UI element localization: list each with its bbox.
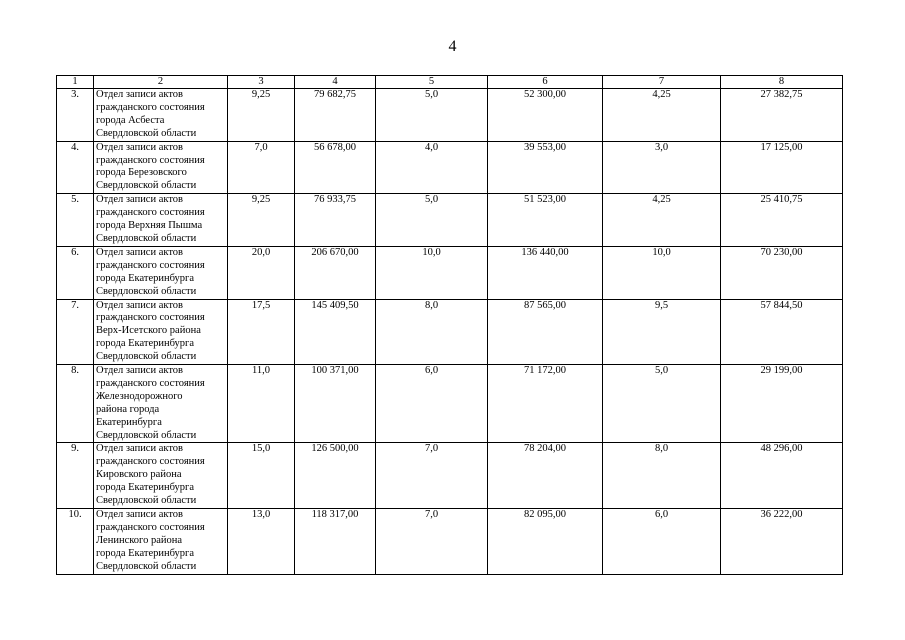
row-number-cell: 7.: [57, 299, 94, 365]
value-cell-col3: 15,0: [228, 443, 295, 509]
value-cell-col6: 52 300,00: [488, 89, 603, 142]
department-name-line: Екатеринбурга: [96, 416, 162, 428]
department-name-line: Отдел записи актов: [96, 141, 183, 153]
column-header: 2: [94, 76, 228, 89]
department-name-line: гражданского состояния: [96, 101, 205, 113]
registry-table: [56, 75, 843, 575]
department-name-line: гражданского состояния: [96, 154, 205, 166]
department-name-cell: [94, 509, 228, 575]
value-cell-col4: 56 678,00: [295, 141, 376, 194]
department-name-line: города Екатеринбурга: [96, 547, 195, 559]
table-row: [57, 365, 843, 443]
value-cell-col8: 25 410,75: [721, 194, 843, 247]
row-number-cell: 5.: [57, 194, 94, 247]
value-cell-col8: 27 382,75: [721, 89, 843, 142]
department-name-line: города Асбеста: [96, 114, 165, 126]
department-name-cell: [94, 141, 228, 194]
value-cell-col6: 136 440,00: [488, 246, 603, 299]
value-cell-col8: 17 125,00: [721, 141, 843, 194]
value-cell-col6: 39 553,00: [488, 141, 603, 194]
value-cell-col7: 6,0: [603, 509, 721, 575]
department-name-line: гражданского состояния: [96, 456, 205, 468]
department-name-line: Свердловской области: [96, 495, 197, 507]
department-name-line: Свердловской области: [96, 285, 197, 297]
column-header: 4: [295, 76, 376, 89]
value-cell-col8: 48 296,00: [721, 443, 843, 509]
column-header: 1: [57, 76, 94, 89]
value-cell-col7: 4,25: [603, 194, 721, 247]
value-cell-col6: 87 565,00: [488, 299, 603, 365]
department-name-cell: [94, 194, 228, 247]
department-name-cell: [94, 246, 228, 299]
table-row: [57, 299, 843, 365]
value-cell-col4: 100 371,00: [295, 365, 376, 443]
value-cell-col4: 206 670,00: [295, 246, 376, 299]
row-number-cell: 9.: [57, 443, 94, 509]
value-cell-col4: 126 500,00: [295, 443, 376, 509]
table-row: [57, 246, 843, 299]
value-cell-col5: 6,0: [376, 365, 488, 443]
column-header: 7: [603, 76, 721, 89]
table-row: [57, 509, 843, 575]
department-name-line: гражданского состояния: [96, 377, 205, 389]
row-number-cell: 6.: [57, 246, 94, 299]
value-cell-col8: 70 230,00: [721, 246, 843, 299]
value-cell-col8: 36 222,00: [721, 509, 843, 575]
table-row: [57, 194, 843, 247]
header-row: [57, 76, 843, 89]
row-number-cell: 8.: [57, 365, 94, 443]
table-row: [57, 141, 843, 194]
value-cell-col3: 11,0: [228, 365, 295, 443]
department-name-line: Отдел записи актов: [96, 509, 183, 520]
department-name-line: Верх-Исетского района: [96, 325, 201, 337]
column-header: 5: [376, 76, 488, 89]
value-cell-col5: 4,0: [376, 141, 488, 194]
table-row: [57, 89, 843, 142]
value-cell-col4: 118 317,00: [295, 509, 376, 575]
value-cell-col3: 9,25: [228, 194, 295, 247]
page-number: 4: [448, 38, 457, 55]
department-name-line: города Березовского: [96, 167, 187, 179]
table-row: [57, 443, 843, 509]
value-cell-col5: 7,0: [376, 509, 488, 575]
department-name-line: Свердловской области: [96, 351, 197, 363]
value-cell-col7: 4,25: [603, 89, 721, 142]
row-number-cell: 3.: [57, 89, 94, 142]
value-cell-col7: 5,0: [603, 365, 721, 443]
value-cell-col3: 17,5: [228, 299, 295, 365]
column-header: 3: [228, 76, 295, 89]
department-name-line: района города: [96, 403, 160, 415]
department-name-line: Отдел записи актов: [96, 194, 183, 206]
department-name-line: Отдел записи актов: [96, 365, 183, 377]
department-name-line: Железнодорожного: [96, 390, 183, 402]
value-cell-col7: 9,5: [603, 299, 721, 365]
value-cell-col7: 3,0: [603, 141, 721, 194]
value-cell-col3: 20,0: [228, 246, 295, 299]
value-cell-col6: 78 204,00: [488, 443, 603, 509]
value-cell-col3: 13,0: [228, 509, 295, 575]
department-name-line: города Екатеринбурга: [96, 482, 195, 494]
column-header: 8: [721, 76, 843, 89]
department-name-line: гражданского состояния: [96, 207, 205, 219]
department-name-line: Свердловской области: [96, 429, 197, 441]
department-name-line: Ленинского района: [96, 534, 183, 546]
value-cell-col3: 7,0: [228, 141, 295, 194]
department-name-line: гражданского состояния: [96, 312, 205, 324]
value-cell-col6: 71 172,00: [488, 365, 603, 443]
department-name-cell: [94, 365, 228, 443]
department-name-line: Отдел записи актов: [96, 89, 183, 100]
department-name-line: гражданского состояния: [96, 259, 205, 271]
value-cell-col8: 57 844,50: [721, 299, 843, 365]
department-name-line: Свердловской области: [96, 560, 197, 572]
department-name-line: Свердловской области: [96, 127, 197, 139]
department-name-cell: [94, 299, 228, 365]
value-cell-col5: 5,0: [376, 89, 488, 142]
value-cell-col4: 145 409,50: [295, 299, 376, 365]
value-cell-col7: 8,0: [603, 443, 721, 509]
value-cell-col5: 5,0: [376, 194, 488, 247]
department-name-line: Отдел записи актов: [96, 443, 183, 455]
row-number-cell: 4.: [57, 141, 94, 194]
value-cell-col5: 8,0: [376, 299, 488, 365]
value-cell-col5: 10,0: [376, 246, 488, 299]
department-name-line: города Екатеринбурга: [96, 272, 195, 284]
department-name-line: гражданского состояния: [96, 521, 205, 533]
value-cell-col4: 79 682,75: [295, 89, 376, 142]
value-cell-col6: 51 523,00: [488, 194, 603, 247]
department-name-line: Кировского района: [96, 469, 182, 481]
department-name-line: города Екатеринбурга: [96, 338, 195, 350]
department-name-cell: [94, 89, 228, 142]
department-name-cell: [94, 443, 228, 509]
value-cell-col3: 9,25: [228, 89, 295, 142]
value-cell-col8: 29 199,00: [721, 365, 843, 443]
value-cell-col7: 10,0: [603, 246, 721, 299]
value-cell-col6: 82 095,00: [488, 509, 603, 575]
value-cell-col5: 7,0: [376, 443, 488, 509]
department-name-line: Свердловской области: [96, 232, 197, 244]
department-name-line: Отдел записи актов: [96, 246, 183, 258]
value-cell-col4: 76 933,75: [295, 194, 376, 247]
row-number-cell: 10.: [57, 509, 94, 575]
department-name-line: Свердловской области: [96, 180, 197, 192]
column-header: 6: [488, 76, 603, 89]
department-name-line: города Верхняя Пышма: [96, 220, 203, 232]
department-name-line: Отдел записи актов: [96, 299, 183, 311]
